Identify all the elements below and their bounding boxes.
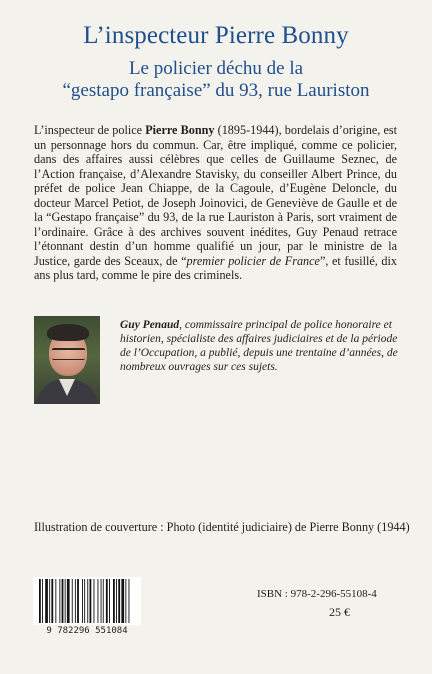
author-bio (120, 318, 402, 374)
blurb-subject-name: Pierre Bonny (145, 123, 215, 137)
book-subtitle (0, 58, 432, 102)
illustration-credit: Illustration de couverture : Photo (identité judiciaire) de Pierre Bonny (1944) (34, 520, 410, 534)
author-bio-text: , commissaire principal de police honoraire et historien, spécialiste des affaires judiciaires et de la période de l’Occupation, a publié, depuis une trentaine d’années, de nombreux ouvrages sur ces sujets. (120, 319, 398, 373)
blurb-text (34, 123, 397, 283)
barcode-bars (33, 577, 141, 625)
book-title: L’inspecteur Pierre Bonny (83, 22, 349, 49)
isbn-label: ISBN : 978-2-296-55108-4 (257, 588, 377, 600)
author-name: Guy Penaud (120, 319, 180, 331)
subtitle-line-1: Le policier déchu de la (128, 58, 304, 79)
price-label: 25 € (329, 605, 350, 619)
blurb-quote: premier policier de France (186, 253, 320, 268)
blurb-intro: L’inspecteur de police (34, 123, 146, 137)
barcode (33, 577, 141, 639)
blurb-body-2: ”, et fusillé, dix ans plus tard, comme le pire des criminels. (34, 253, 397, 282)
author-photo-hair (47, 324, 89, 341)
subtitle-line-2: “gestapo française” du 93, rue Lauriston (62, 80, 370, 101)
author-photo (34, 316, 100, 404)
author-photo-glasses (52, 348, 85, 360)
blurb-body-1: (1895-1944), bordelais d’origine, est un personnage hors du commun. Car, être impliqué, comme ce policier, dans des affaires aussi célèbres que celles de Guillaume Seznec, de l’Action française, d’Alexandre Stavisky, du conseiller Albert Prince, du préfet de police Jean Chiappe, de la Cagoule, d’Eugène Deloncle, du docteur Marcel Petiot, de Joseph Joinovici, de Geneviève de Gaulle et de la “Gestapo française” du 93, de la rue Lauriston à Paris, sort vraiment de l’ordinaire. Grâce à des archives souvent inédites, Guy Penaud retrace l’étonnant destin d’un homme qualifié un jour, par le ministre de la Justice, garde des Sceaux, de “ (34, 123, 398, 268)
blurb-paragraph (34, 123, 397, 283)
barcode-number: 9 782296 551084 (46, 626, 128, 636)
